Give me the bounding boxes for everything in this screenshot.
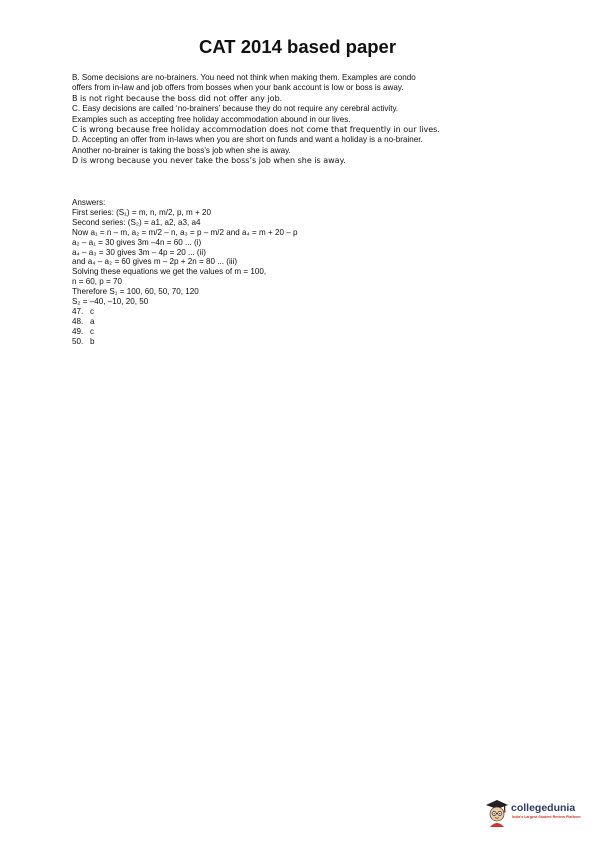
mcq-number: 50. [72, 336, 84, 346]
answer-line: S₂ = –40, –10, 20, 50 [72, 297, 149, 307]
mcq-item [72, 327, 542, 337]
logo-tagline: India's Largest Student Review Platform [512, 815, 581, 819]
explanation-line: Another no-brainer is taking the boss’s job when she is away. [72, 145, 291, 155]
explanation-line: Examples such as accepting free holiday accommodation abound in our lives. [72, 114, 351, 124]
mcq-answer: c [90, 306, 95, 316]
explanation-line: B. Some decisions are no-brainers. You need not think when making them. Examples are condo [72, 73, 416, 82]
mcq-item [72, 337, 542, 347]
logo-brand-text: collegedunia [511, 802, 576, 814]
mcq-answer: a [90, 316, 95, 326]
graduate-mascot-icon [484, 798, 510, 828]
answer-line: n = 60, p = 70 [72, 277, 122, 287]
answer-line: and a₄ – a₂ = 60 gives m – 2p + 2n = 80 ... (iii) [72, 257, 238, 267]
mcq-number: 48. [72, 316, 84, 326]
page-title: CAT 2014 based paper [198, 36, 397, 57]
explanation-line: C. Easy decisions are called ‘no-brainers’ because they do not require any cerebral activity. [72, 104, 399, 114]
answer-line: a₄ – a₃ = 30 gives 3m – 4p = 20 ... (ii) [72, 247, 206, 257]
answer-line: a₂ – a₁ = 30 gives 3m –4n = 60 ... (i) [72, 237, 202, 247]
explanation-line: C is wrong because free holiday accommodation does not come that frequently in our lives. [72, 125, 440, 135]
collegedunia-logo [484, 798, 584, 830]
answer-line: Therefore S₁ = 100, 60, 50, 70, 120 [72, 287, 199, 297]
explanation-line: D. Accepting an offer from in-laws when you are short on funds and want a holiday is a no-brainer. [72, 135, 423, 145]
answer-line: Solving these equations we get the values of m = 100, [72, 267, 267, 277]
answer-line: Second series: (S₂) = a1, a2, a3, a4 [72, 217, 201, 227]
mcq-answer: c [90, 326, 95, 336]
answers-heading: Answers: [72, 198, 106, 207]
mcq-item [72, 317, 542, 327]
answer-line: First series: (S₁) = m, n, m/2, p, m + 20 [72, 207, 212, 217]
explanation-line: offers from in-law and job offers from bosses when your bank account is low or boss is away. [72, 83, 404, 93]
mcq-number: 47. [72, 306, 84, 316]
mcq-item [72, 307, 542, 317]
explanation-block [72, 73, 542, 167]
mcq-number: 49. [72, 326, 84, 336]
explanation-line: B is not right because the boss did not offer any job. [72, 93, 283, 103]
mcq-list [72, 307, 542, 347]
answer-line: Now a₁ = n – m, a₂ = m/2 – n, a₃ = p – m/2 and a₄ = m + 20 – p [72, 227, 298, 237]
mcq-answer: b [90, 336, 95, 346]
answers-block [72, 198, 542, 347]
explanation-line: D is wrong because you never take the boss’s job when she is away. [72, 156, 346, 166]
